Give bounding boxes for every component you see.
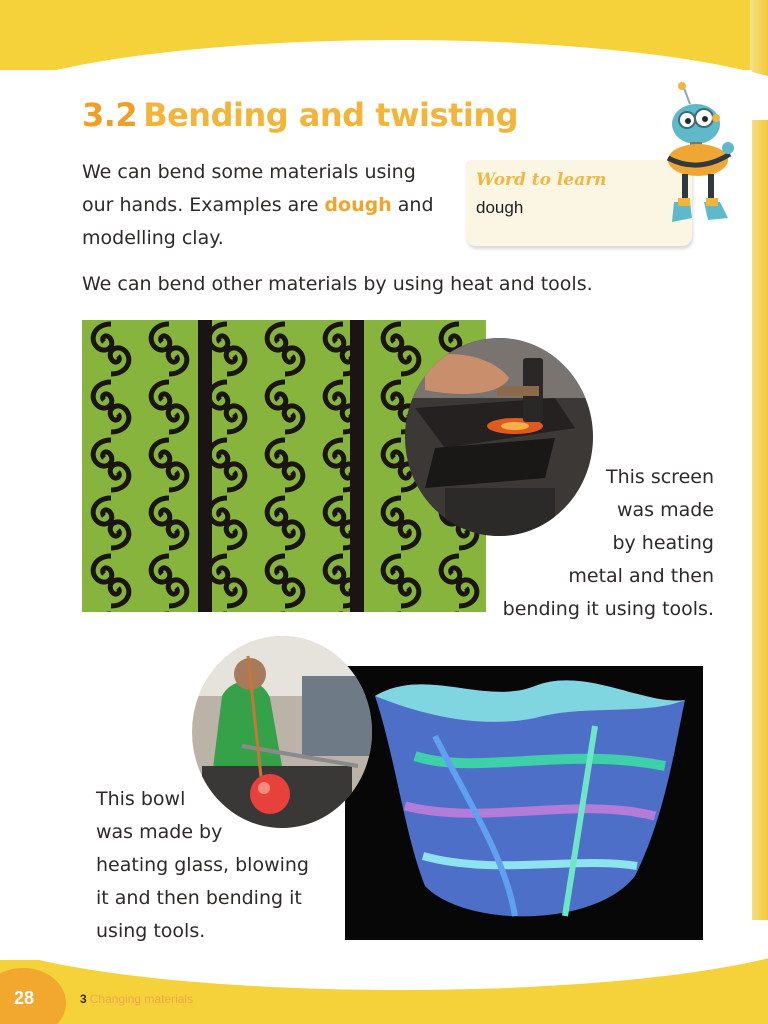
bowl-caption <box>96 783 326 948</box>
screen-caption-line: bending it using tools. <box>502 598 714 620</box>
chapter-title: Changing materials <box>89 992 194 1006</box>
word-to-learn-box <box>466 160 692 246</box>
highlight-word: dough <box>324 194 392 216</box>
chapter-number: 3 <box>80 992 87 1006</box>
intro-text-1: We can bend some materials using our hands. Examples are <box>82 161 416 216</box>
screen-caption-line: metal and then <box>568 565 714 587</box>
bowl-caption-line: was made by <box>96 821 223 843</box>
page-title <box>82 96 518 134</box>
word-box-word: dough <box>476 198 524 217</box>
glass-bowl-image <box>345 666 703 940</box>
bowl-caption-line: it and then bending it <box>96 887 302 909</box>
intro-text-2: and modelling clay. <box>82 194 434 249</box>
page-number: 28 <box>14 988 35 1008</box>
word-box-title: Word to learn <box>476 170 607 190</box>
screen-caption-line: was made <box>616 499 714 521</box>
bowl-caption-line: using tools. <box>96 920 206 942</box>
right-strip <box>750 0 768 1024</box>
chapter-footer <box>80 992 193 1006</box>
screen-caption-line: This screen <box>605 466 714 488</box>
robot-mascot-icon <box>660 80 744 240</box>
intro-paragraph-2: We can bend other materials by using heat and tools. <box>82 273 593 295</box>
section-number: 3.2 <box>82 96 138 134</box>
screen-caption-line: by heating <box>612 532 714 554</box>
section-title: Bending and twisting <box>143 96 519 134</box>
bowl-caption-line: heating glass, blowing <box>96 854 309 876</box>
screen-caption <box>490 461 714 626</box>
bowl-caption-line: This bowl <box>96 788 186 810</box>
intro-paragraph <box>82 156 442 255</box>
